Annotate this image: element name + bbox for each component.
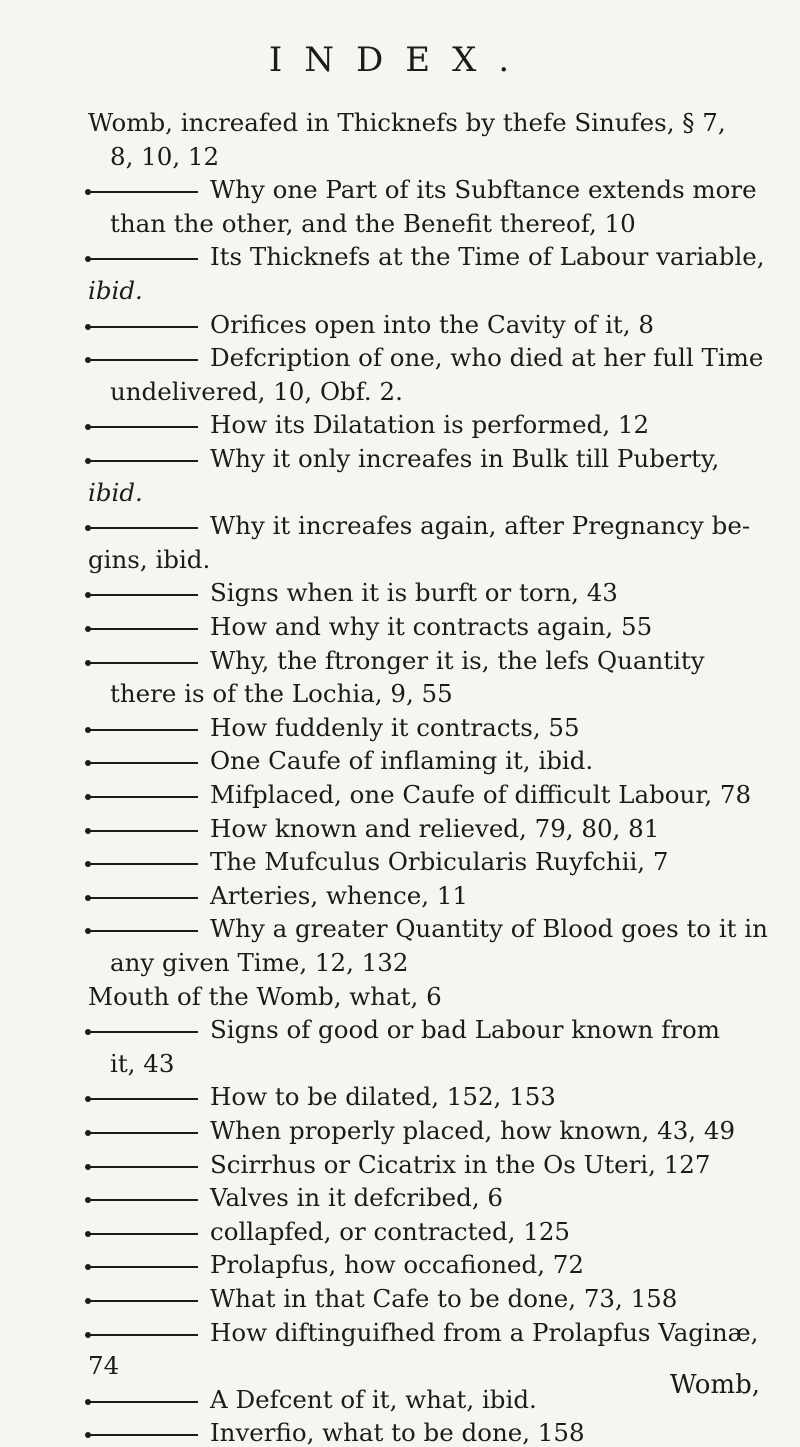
index-entry-line: Prolapfus, how occafioned, 72 xyxy=(210,1250,584,1280)
index-entry-line: collapfed, or contracted, 125 xyxy=(210,1216,571,1246)
index-entry-line: ibid. xyxy=(88,276,143,305)
index-entry-line: Womb, increafed in Thicknefs by thefe Sinufes, § 7, xyxy=(88,108,726,137)
ditto-dash xyxy=(88,863,198,865)
index-entry-line: What in that Cafe to be done, 73, 158 xyxy=(210,1284,678,1313)
index-entry-line: Orifices open into the Cavity of it, 8 xyxy=(210,309,654,339)
index-entry-line: than the other, and the Benefit thereof, 10 xyxy=(110,208,636,238)
index-entry-line: Why a greater Quantity of Blood goes to it in xyxy=(210,914,768,944)
ditto-dash xyxy=(88,930,198,932)
ditto-dash xyxy=(88,1300,198,1302)
index-entry-line: 74 xyxy=(88,1351,120,1381)
ditto-dash xyxy=(88,1233,198,1235)
ditto-dash xyxy=(88,796,198,798)
ditto-dash xyxy=(88,460,198,462)
index-entry-line: Valves in it defcribed, 6 xyxy=(210,1183,504,1213)
ditto-dash xyxy=(88,1199,198,1201)
index-entry-line: How diftinguifhed from a Prolapfus Vaginæ, xyxy=(210,1317,759,1347)
ditto-dash xyxy=(88,662,198,664)
index-entry-line: The Mufculus Orbicularis Ruyfchii, 7 xyxy=(210,847,669,877)
ditto-dash xyxy=(88,1266,198,1268)
index-entry-line: Mifplaced, one Caufe of difficult Labour, 78 xyxy=(210,780,752,809)
index-entry-line: A Defcent of it, what, ibid. xyxy=(210,1384,537,1414)
index-entry-line: Why, the ftronger it is, the lefs Quantity xyxy=(210,645,705,675)
index-entry-line: Why it increafes again, after Pregnancy be- xyxy=(210,511,751,541)
index-entry-line: Inverfio, what to be done, 158 xyxy=(210,1418,585,1447)
index-entry-line: When properly placed, how known, 43, 49 xyxy=(210,1116,736,1145)
ditto-dash xyxy=(88,258,198,260)
index-entry-line: ibid. xyxy=(88,477,143,507)
index-entry-line: How fuddenly it contracts, 55 xyxy=(210,712,580,742)
ditto-dash xyxy=(88,1401,198,1403)
ditto-dash xyxy=(88,628,198,630)
ditto-dash xyxy=(88,326,198,328)
index-entry-line: Why one Part of its Subftance extends more xyxy=(210,175,757,205)
index-entry-line: any given Time, 12, 132 xyxy=(110,948,409,977)
ditto-dash xyxy=(88,729,198,731)
index-entry-line: 8, 10, 12 xyxy=(110,141,220,171)
ditto-dash xyxy=(88,359,198,361)
catchword: Womb, xyxy=(669,1370,760,1400)
index-entry-line: Arteries, whence, 11 xyxy=(210,880,468,910)
index-entry-line: Signs when it is burft or torn, 43 xyxy=(210,578,618,608)
ditto-dash xyxy=(88,897,198,899)
ditto-dash xyxy=(88,594,198,596)
index-entry-line: One Caufe of inflaming it, ibid. xyxy=(210,746,594,776)
index-entry-line: How and why it contracts again, 55 xyxy=(210,612,653,641)
ditto-dash xyxy=(88,1434,198,1436)
index-entry-line: it, 43 xyxy=(110,1048,175,1078)
ditto-dash xyxy=(88,191,198,193)
index-entry-line: there is of the Lochia, 9, 55 xyxy=(110,679,453,709)
ditto-dash xyxy=(88,1132,198,1134)
ditto-dash xyxy=(88,1098,198,1100)
index-entry-line: gins, ibid. xyxy=(88,544,211,574)
index-entry-line: How to be dilated, 152, 153 xyxy=(210,1082,556,1112)
index-entry-line: Mouth of the Womb, what, 6 xyxy=(88,981,442,1011)
ditto-dash xyxy=(88,830,198,832)
ditto-dash xyxy=(88,1031,198,1033)
index-heading: INDEX. xyxy=(268,40,532,80)
index-entry-line: Its Thicknefs at the Time of Labour variable, xyxy=(210,242,765,272)
index-entry-line: Scirrhus or Cicatrix in the Os Uteri, 127 xyxy=(210,1149,711,1179)
index-entry-line: How its Dilatation is performed, 12 xyxy=(210,410,650,440)
index-entry-line: Defcription of one, who died at her full Time xyxy=(210,343,764,373)
index-entry-line: Signs of good or bad Labour known from xyxy=(210,1015,720,1045)
ditto-dash xyxy=(88,426,198,428)
index-entry-line: Why it only increafes in Bulk till Puberty, xyxy=(210,444,720,473)
ditto-dash xyxy=(88,1166,198,1168)
ditto-dash xyxy=(88,527,198,529)
ditto-dash xyxy=(88,762,198,764)
ditto-dash xyxy=(88,1334,198,1336)
index-entry-line: How known and relieved, 79, 80, 81 xyxy=(210,813,660,843)
index-entry-line: undelivered, 10, Obf. 2. xyxy=(110,376,403,406)
